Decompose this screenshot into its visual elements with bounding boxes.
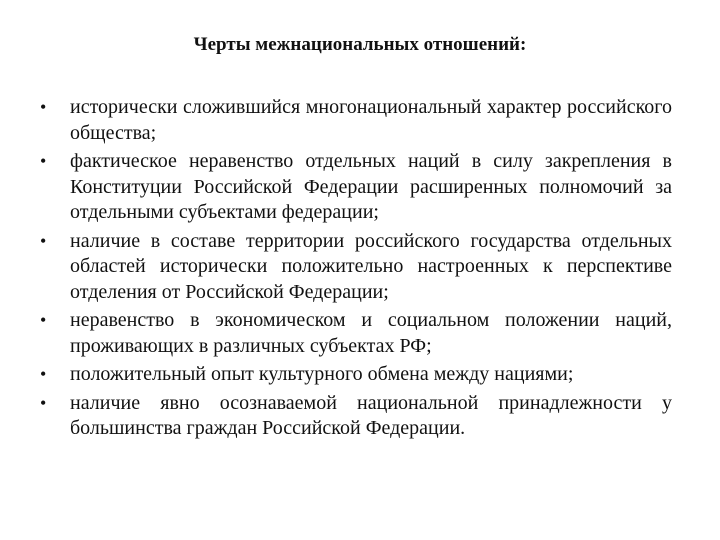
bullet-item <box>40 229 672 306</box>
bullet-text: положительный опыт культурного обмена между нациями; <box>70 363 574 385</box>
bullet-text: исторически сложившийся многонациональный характер российского общества; <box>70 96 672 144</box>
bullet-marker: • <box>40 364 47 384</box>
bullet-marker: • <box>40 230 47 251</box>
bullet-text: неравенство в экономическом и социальном положении наций, проживающих в различных субъектах РФ; <box>70 309 672 357</box>
bullet-item <box>40 308 672 359</box>
bullet-text: фактическое неравенство отдельных наций в силу закрепления в Конституции Российской Федерации расширенных полномочий за отдельными субъектами федерации; <box>70 150 672 223</box>
bullet-marker: • <box>40 97 47 117</box>
bullet-marker: • <box>40 392 47 413</box>
bullet-list <box>40 95 672 445</box>
bullet-marker: • <box>40 151 47 171</box>
bullet-item <box>40 149 672 226</box>
slide-title: Черты межнациональных отношений: <box>193 34 527 55</box>
bullet-text: наличие в составе территории российского государства отдельных областей исторически положительно настроенных к перспективе отделения от Российской Федерации; <box>70 229 672 303</box>
bullet-item <box>40 391 672 442</box>
bullet-text: наличие явно осознаваемой национальной принадлежности у большинства граждан Российской Федерации. <box>70 391 672 439</box>
bullet-item <box>40 95 672 146</box>
bullet-marker: • <box>40 310 47 330</box>
bullet-item <box>40 362 672 388</box>
